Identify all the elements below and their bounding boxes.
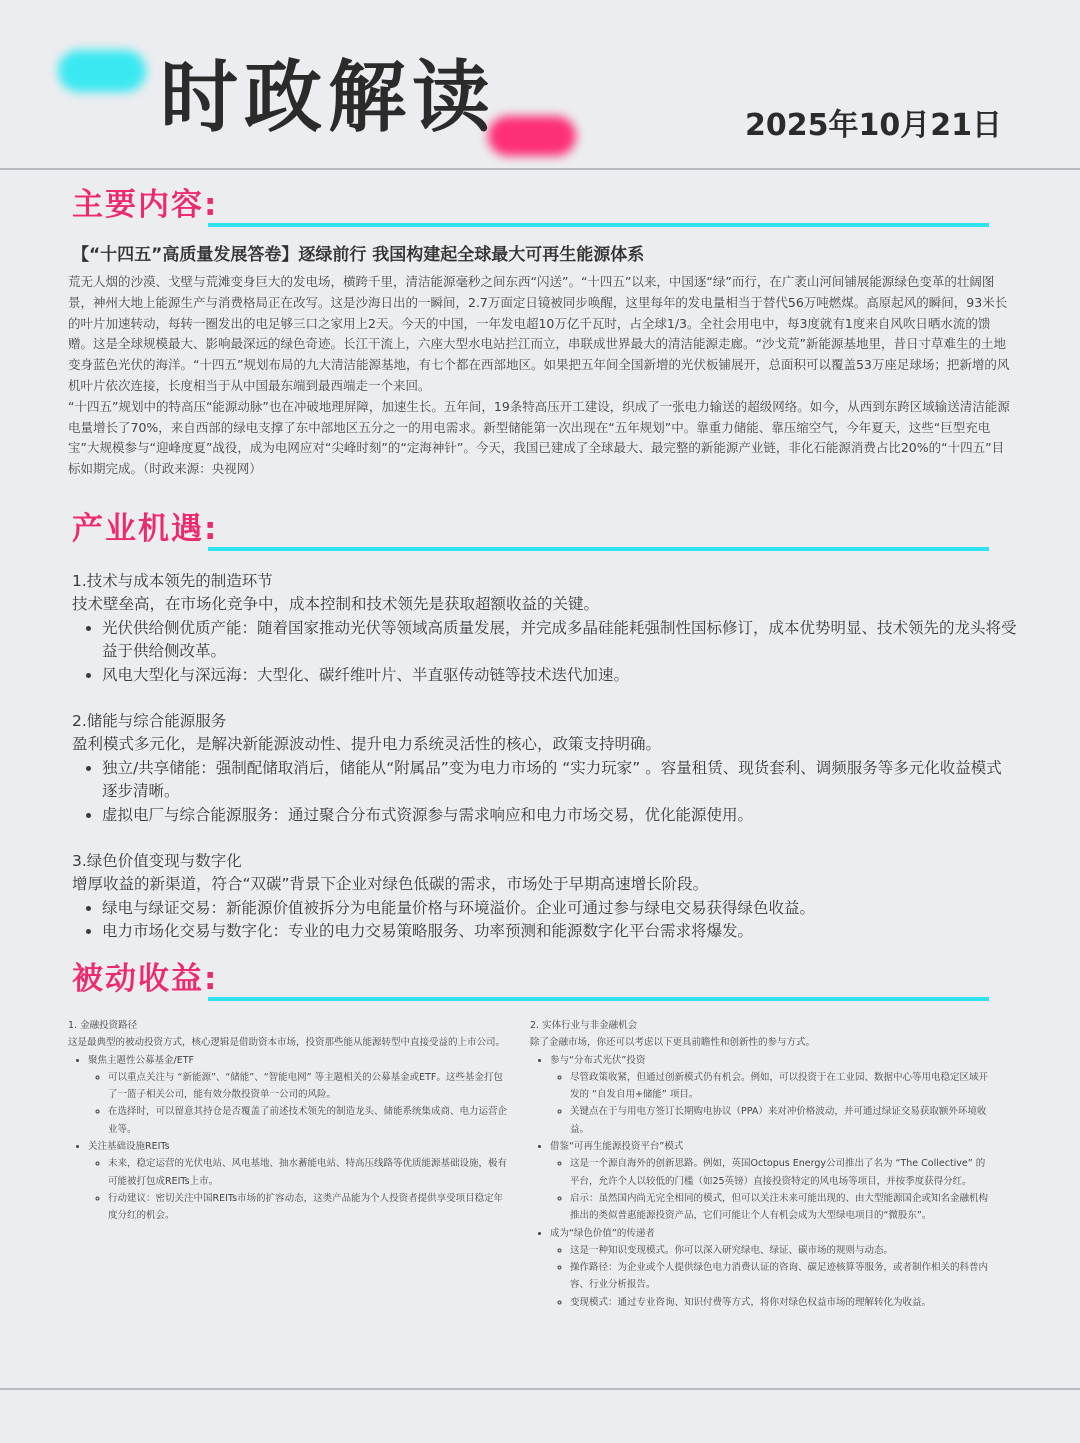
list-item: ◦ 这是一种知识变现模式。你可以深入研究绿电、绿证、碳市场的规则与动态。: [570, 1242, 990, 1259]
section-underline: [208, 547, 989, 551]
page-title: 时政解读: [160, 53, 497, 143]
passive-sublist: [550, 1069, 990, 1138]
passive-sublist: [550, 1155, 990, 1224]
list-item: ◦ 这是一个源自海外的创新思路。例如，英国Octopus Energy公司推出了名为 “The Collective” 的平台，允许个人以较低的门槛（如25英镑）直接投资特定的风电场等项目，并按季度获得分红。: [570, 1155, 990, 1190]
section-underline: [208, 223, 989, 227]
article-paragraph: 荒无人烟的沙漠、戈壁与荒滩变身巨大的发电场，横跨千里，清洁能源毫秒之间东西“闪送”。“十四五”以来，中国逐“绿”而行，在广袤山河间铺展能源绿色变革的壮阔图景，神州大地上能源生产与消费格局正在改写。这是沙海日出的一瞬间，2.7万面定日镜被同步唤醒，这里每年的发电量相当于替代56万吨燃煤。高原起风的瞬间，93米长的叶片加速转动，每转一圈发出的电足够三口之家用上2天。今天的中国，一年发电超10万亿千瓦时，占全球1/3。全社会用电中，每3度就有1度来自风吹日晒水流的馈赠。这是全球规模最大、影响最深远的绿色奇迹。长江干流上，六座大型水电站拦江而立，串联成世界最大的清洁能源走廊。“沙戈荒”新能源基地里，昔日寸草难生的土地变身蓝色光伏的海洋。“十四五”规划布局的九大清洁能源基地，有七个都在西部地区。如果把五年间全国新增的光伏板铺展开，总面积可以覆盖53万座足球场；把新增的风机叶片依次连接，长度相当于从中国最东端到最西端走一个来回。: [68, 274, 1010, 393]
opportunity-bullets: [72, 897, 1017, 944]
list-item: ◦ 未来，稳定运营的光伏电站、风电基地、抽水蓄能电站、特高压线路等优质能源基础设施，极有可能被打包成REITs上市。: [108, 1155, 510, 1190]
opportunity-bullets: [72, 757, 1017, 827]
top-divider: [0, 168, 1080, 170]
section-title-opportunity: 产业机遇:: [72, 511, 219, 547]
passive-item-label: 关注基础设施REITs: [88, 1141, 170, 1153]
date-label: 2025年10月21日: [745, 108, 1002, 143]
article-body: [68, 272, 1013, 480]
passive-sublist: [88, 1069, 510, 1138]
passive-column-right: [530, 1017, 990, 1311]
article-title: 【“十四五”高质量发展答卷】逐绿前行 我国构建起全球最大可再生能源体系: [72, 245, 645, 265]
passive-sublist: [88, 1155, 510, 1224]
passive-sublist: [550, 1242, 990, 1311]
section-underline: [208, 997, 989, 1001]
list-item: ◦ 在选择时，可以留意其持仓是否覆盖了前述技术领先的制造龙头、储能系统集成商、电力运营企业等。: [108, 1103, 510, 1138]
opportunity-group: [72, 710, 1017, 827]
list-item: • 独立/共享储能：强制配储取消后，储能从“附属品”变为电力市场的 “实力玩家” 。容量租赁、现货套利、调频服务等多元化收益模式逐步清晰。: [102, 757, 1017, 804]
list-item: [88, 1052, 510, 1138]
passive-heading: 1. 金融投资路径: [68, 1020, 138, 1031]
list-item: [88, 1138, 510, 1224]
section-title-passive: 被动收益:: [72, 961, 219, 997]
passive-item-label: 借鉴“可再生能源投资平台”模式: [550, 1141, 684, 1153]
section-title-main: 主要内容:: [72, 187, 219, 223]
passive-heading: 2. 实体行业与非金融机会: [530, 1020, 638, 1031]
section-header-main: [72, 186, 992, 230]
opportunity-bullets: [72, 617, 1017, 687]
opportunity-heading: 3.绿色价值变现与数字化: [72, 852, 242, 871]
passive-list: [68, 1052, 510, 1225]
list-item: ◦ 启示：虽然国内尚无完全相同的模式，但可以关注未来可能出现的、由大型能源国企或知名金融机构推出的类似普惠能源投资产品，它们可能让个人有机会成为大型绿电项目的“微股东”。: [570, 1190, 990, 1225]
decor-cyan-brush: [58, 50, 146, 92]
list-item: [550, 1225, 990, 1311]
opportunity-group: [72, 850, 1017, 944]
passive-item-label: 成为“绿色价值”的传递者: [550, 1227, 655, 1239]
opportunity-list: [72, 570, 1017, 967]
opportunity-desc: 增厚收益的新渠道，符合“双碳”背景下企业对绿色低碳的需求，市场处于早期高速增长阶段。: [72, 875, 709, 894]
passive-intro: 除了金融市场，你还可以考虑以下更具前瞻性和创新性的参与方式。: [530, 1037, 816, 1049]
list-item: ◦ 操作路径：为企业或个人提供绿色电力消费认证的咨询、碳足迹核算等服务，或者制作相关的科普内容、行业分析报告。: [570, 1259, 990, 1294]
passive-list: [530, 1052, 990, 1311]
list-item: ◦ 尽管政策收紧，但通过创新模式仍有机会。例如，可以投资于在工业园、数据中心等用电稳定区域开发的 “自发自用+储能” 项目。: [570, 1069, 990, 1104]
list-item: [550, 1138, 990, 1224]
list-item: • 虚拟电厂与综合能源服务：通过聚合分布式资源参与需求响应和电力市场交易，优化能源使用。: [102, 804, 1017, 827]
section-header-passive: [72, 960, 992, 1004]
opportunity-heading: 1.技术与成本领先的制造环节: [72, 572, 273, 590]
list-item: ◦ 行动建议：密切关注中国REITs市场的扩容动态，这类产品能为个人投资者提供享受项目稳定年度分红的机会。: [108, 1190, 510, 1225]
passive-column-left: [68, 1017, 510, 1225]
opportunity-desc: 技术壁垒高，在市场化竞争中，成本控制和技术领先是获取超额收益的关键。: [72, 595, 600, 614]
list-item: ◦ 关键点在于与用电方签订长期购电协议（PPA）来对冲价格波动，并可通过绿证交易获取额外环境收益。: [570, 1103, 990, 1138]
opportunity-group: [72, 570, 1017, 687]
list-item: • 电力市场化交易与数字化：专业的电力交易策略服务、功率预测和能源数字化平台需求将爆发。: [102, 920, 1017, 943]
list-item: • 光伏供给侧优质产能：随着国家推动光伏等领域高质量发展，并完成多晶硅能耗强制性国标修订，成本优势明显、技术领先的龙头将受益于供给侧改革。: [102, 617, 1017, 664]
list-item: • 绿电与绿证交易：新能源价值被拆分为电能量价格与环境溢价。企业可通过参与绿电交易获得绿色收益。: [102, 897, 1017, 920]
bottom-divider: [0, 1388, 1080, 1390]
list-item: • 风电大型化与深远海：大型化、碳纤维叶片、半直驱传动链等技术迭代加速。: [102, 664, 1017, 687]
list-item: [550, 1052, 990, 1138]
passive-item-label: 参与“分布式光伏”投资: [550, 1054, 646, 1066]
list-item: ◦ 可以重点关注与 “新能源”、“储能”、“智能电网” 等主题相关的公募基金或ETF。这些基金打包了一篮子相关公司，能有效分散投资单一公司的风险。: [108, 1069, 510, 1104]
passive-item-label: 聚焦主题性公募基金/ETF: [88, 1054, 194, 1066]
list-item: ◦ 变现模式：通过专业咨询、知识付费等方式，将你对绿色权益市场的理解转化为收益。: [570, 1294, 990, 1311]
article-paragraph: “十四五”规划中的特高压“能源动脉”也在冲破地理屏障，加速生长。五年间，19条特高压开工建设，织成了一张电力输送的超级网络。如今，从西到东跨区域输送清洁能源电量增长了70%，来自西部的绿电支撑了东中部地区五分之一的用电需求。新型储能第一次出现在“五年规划”中。靠重力储能、靠压缩空气，今年夏天，这些“巨型充电宝”大规模参与“迎峰度夏”战役，成为电网应对“尖峰时刻”的“定海神针”。今天，我国已建成了全球最大、最完整的新能源产业链，非化石能源消费占比20%的“十四五”目标如期完成。（时政来源：央视网）: [68, 398, 1010, 477]
decor-pink-brush: [488, 116, 576, 156]
opportunity-heading: 2.储能与综合能源服务: [72, 712, 227, 731]
opportunity-desc: 盈利模式多元化，是解决新能源波动性、提升电力系统灵活性的核心，政策支持明确。: [72, 735, 662, 754]
passive-intro: 这是最典型的被动投资方式，核心逻辑是借助资本市场，投资那些能从能源转型中直接受益的上市公司。: [68, 1037, 506, 1049]
section-header-opportunity: [72, 510, 992, 554]
